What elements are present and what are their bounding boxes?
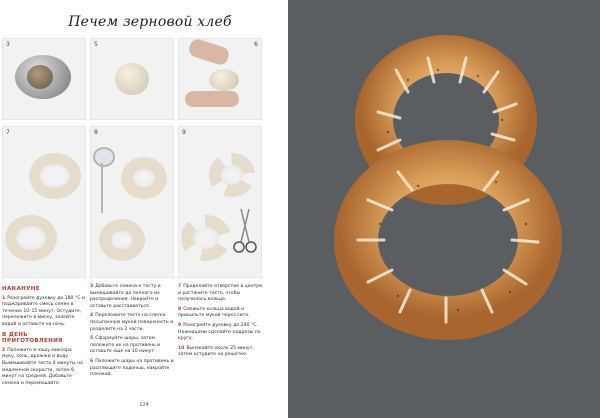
step-number: 7 (6, 129, 10, 136)
page-title: Печем зерновой хлеб (68, 14, 232, 30)
step-photo-9 (178, 126, 262, 278)
sieve-image (93, 147, 115, 167)
paragraph: 4 Переложите тесто на слегка посыпанную мукой поверхность и разделите на 2 части. (90, 313, 174, 332)
text-column-2 (90, 284, 174, 382)
paragraph: 7 Проделайте отверстие в центре и растяните тесто, чтобы получилось кольцо. (178, 284, 263, 303)
twisted-ring-image (181, 215, 231, 261)
sieve-handle (101, 163, 103, 213)
step-photo-5 (90, 38, 174, 120)
paragraph: 5 Сформуйте шары, затем положите их на противень и оставьте еще на 10 минут. (90, 336, 161, 355)
step-number: 3 (6, 41, 10, 48)
left-page (0, 0, 288, 418)
paragraph: 10 Выпекайте около 25 минут, затем остудите на решетке. (178, 345, 254, 358)
step-photo-3 (2, 38, 86, 120)
paragraph: 3 Добавьте семена к тесту и вымешивайте до полного их распределения. Накройте и оставьте расстаиваться. (90, 284, 161, 309)
paragraph: 6 Положите шары на противень и расплющите ладонью, накройте пленкой. (90, 358, 174, 378)
section-header: НАКАНУНЕ (2, 286, 40, 292)
step-photo-7 (2, 126, 86, 278)
dough-image (27, 65, 53, 89)
step-number: 8 (94, 129, 98, 136)
section-header: В ДЕНЬ ПРИГОТОВЛЕНИЯ (2, 331, 63, 345)
dough-ring-image (121, 157, 167, 199)
text-column-3 (178, 284, 264, 362)
hand-image (185, 91, 239, 107)
twisted-ring-image (209, 153, 255, 197)
dough-ring-image (99, 219, 145, 261)
bread-figure-eight-image (288, 0, 600, 418)
step-number: 5 (94, 41, 98, 48)
step-photo-8 (90, 126, 174, 278)
hand-image (187, 37, 231, 66)
scissors-icon (233, 207, 257, 255)
dough-ring-image (5, 215, 57, 261)
step-photo-6 (178, 38, 262, 120)
paragraph: 1 Разогрейте духовку до 180 °С и поджаривайте смесь семян в течение 10–15 минут. Остудите, переложите в миску, залейте водой и оставьте на ночь. (2, 295, 85, 327)
step-number: 9 (182, 129, 186, 136)
right-page-photo (288, 0, 600, 418)
paragraph: 2 Положите в чашу миксера муку, соль, дрожжи и воду. Вымешивайте тесто 4 минуты на медленной скорости, затем 6 минут на средней. Добавьте семена и перемешайте. (2, 347, 83, 386)
text-column-1 (2, 284, 86, 390)
paragraph: 9 Разогрейте духовку до 240 °С. Ножницами сделайте надрезы по кругу. (178, 322, 261, 342)
step-number: 6 (254, 41, 258, 48)
dough-ball-image (115, 63, 149, 95)
page-number: 124 (139, 402, 149, 408)
paragraph: 8 Смажьте кольца водой и присыпьте мукой через сито. (178, 306, 250, 319)
dough-ring-image (29, 153, 81, 199)
dough-ball-image (209, 69, 239, 91)
